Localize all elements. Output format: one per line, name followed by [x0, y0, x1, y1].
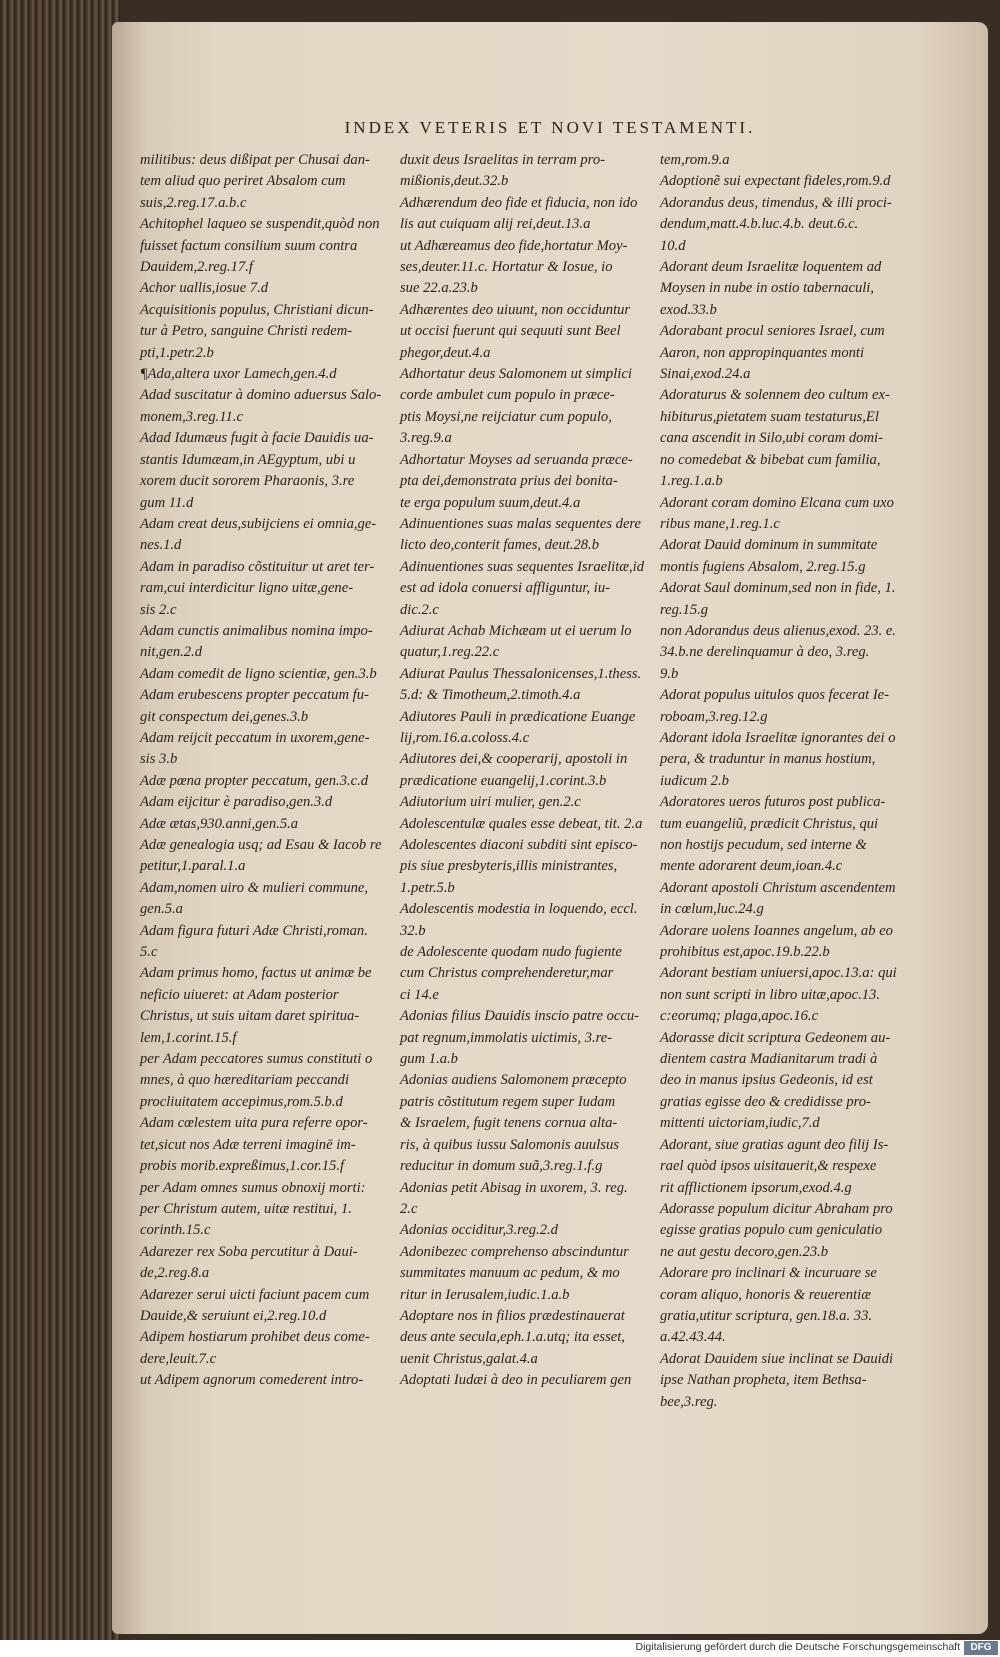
index-line: neficio uiueret: at Adam posterior: [140, 986, 339, 1003]
index-line: non hostijs pecudum, sed interne &: [660, 837, 867, 853]
index-line: gum 1.a.b: [400, 1051, 458, 1068]
index-line: Adæ pœna propter peccatum, gen.3.c.d: [140, 772, 369, 789]
index-line: c:eorumq; plaga,apoc.16.c: [660, 1008, 819, 1025]
index-line: pta dei,demonstrata prius dei bonita-: [400, 473, 618, 490]
footer-bar: [0, 1640, 1000, 1657]
index-line: militibus: deus dißipat per Chusai dan-: [140, 152, 370, 168]
index-line: phegor,deut.4.a: [400, 344, 491, 361]
index-column-1: [140, 150, 395, 1392]
index-line: Adonias petit Abisag in uxorem, 3. reg.: [400, 1179, 628, 1196]
index-line: Adam cœlestem uita pura referre opor-: [140, 1115, 368, 1132]
index-line: & Israelem, fugit tenens cornua alta-: [400, 1115, 618, 1132]
index-line: est ad idola conuersi affliguntur, iu-: [400, 580, 610, 597]
index-line: Aaron, non appropinquantes monti: [660, 344, 865, 361]
index-line: Adhærendum deo fide et fiducia, non ido: [400, 194, 638, 211]
index-line: patris cõstitutum regem super Iudam: [400, 1093, 616, 1110]
index-line: Adorant bestiam uniuersi,apoc.13.a: qui: [660, 965, 897, 982]
index-line: tet,sicut nos Adæ terreni imaginē im-: [140, 1136, 356, 1153]
index-line: Adam creat deus,subijciens ei omnia,ge-: [140, 515, 377, 532]
index-line: exod.33.b: [660, 301, 717, 318]
index-line: 32.b: [400, 922, 426, 939]
index-column-2: [400, 150, 650, 1392]
index-line: ne aut gestu decoro,gen.23.b: [660, 1243, 829, 1260]
index-line: sis 2.c: [140, 601, 177, 618]
index-line: mnes, à quo hæreditariam peccandi: [140, 1072, 350, 1089]
index-line: Adam primus homo, factus ut animæ be: [140, 965, 372, 982]
index-line: Achitophel laqueo se suspendit,quòd non: [140, 216, 380, 233]
index-line: Adolescentes diaconi subditi sint episco-: [400, 837, 638, 853]
index-line: Adorant idola Israelitæ ignorantes dei o: [660, 729, 896, 746]
index-line: sue 22.a.23.b: [400, 280, 478, 297]
index-line: cana ascendit in Silo,ubi coram domi-: [660, 430, 883, 447]
index-line: procliuitatem accepimus,rom.5.b.d: [140, 1093, 343, 1110]
index-line: dere,leuit.7.c: [140, 1350, 217, 1367]
index-line: Adorabant procul seniores Israel, cum: [660, 323, 885, 340]
index-line: Adarezer serui uicti faciunt pacem cum: [140, 1286, 370, 1303]
index-line: dendum,matt.4.b.luc.4.b. deut.6.c.: [660, 216, 859, 233]
footer-credit: Digitalisierung gefördert durch die Deutsche Forschungsgemeinschaft: [635, 1641, 960, 1653]
index-line: Adoptati Iudæi à deo in peculiarem gen: [400, 1372, 632, 1389]
index-line: in cœlum,luc.24.g: [660, 901, 764, 918]
index-line: nes.1.d: [140, 537, 182, 554]
index-line: Acquisitionis populus, Christiani dicun-: [140, 301, 374, 318]
index-line: tur à Petro, sanguine Christi redem-: [140, 323, 353, 340]
index-line: pti,1.petr.2.b: [140, 344, 214, 361]
index-line: ris, à quibus iussu Salomonis auulsus: [400, 1136, 619, 1153]
index-line: cum Christus comprehenderetur,mar: [400, 965, 614, 982]
index-line: ram,cui interdicitur ligno uitæ,gene-: [140, 580, 354, 597]
index-line: Adorat populus uitulos quos fecerat Ie-: [660, 687, 890, 704]
index-line: suis,2.reg.17.a.b.c: [140, 194, 247, 211]
index-line: Adolescentis modestia in loquendo, eccl.: [400, 901, 638, 918]
index-line: Adoratores ueros futuros post publica-: [660, 794, 886, 811]
index-line: mißionis,deut.32.b: [400, 173, 509, 190]
index-line: deus ante secula,eph.1.a.utq; ita esset,: [400, 1329, 625, 1346]
index-line: Adhortatur deus Salomonem ut simplici: [400, 366, 632, 383]
index-line: Adæ ætas,930.anni,gen.5.a: [140, 815, 299, 832]
index-line: corde ambulet cum populo in præce-: [400, 387, 615, 404]
index-line: uenit Christus,galat.4.a: [400, 1350, 538, 1367]
index-line: Adorat Dauidem siue inclinat se Dauidi: [660, 1350, 894, 1367]
index-line: Adonias filius Dauidis inscio patre occu-: [400, 1008, 640, 1025]
index-line: Adipem hostiarum prohibet deus come-: [140, 1329, 370, 1346]
index-line: Adolescentulæ quales esse debeat, tit. 2.a: [400, 815, 643, 832]
index-line: Adam comedit de ligno scientiæ, gen.3.b: [140, 665, 377, 682]
index-line: Adorat Dauid dominum in summitate: [660, 537, 878, 554]
index-line: Adonibezec comprehenso abscinduntur: [400, 1243, 629, 1260]
index-line: Adæ genealogia usq; ad Esau & Iacob re: [140, 837, 382, 853]
index-line: pis siue presbyteris,illis ministrantes,: [400, 858, 618, 875]
index-line: stantis Idumæam,in AEgyptum, ubi u: [140, 451, 356, 468]
index-line: Adorant deum Israelitæ loquentem ad: [660, 259, 882, 276]
index-line: Adonias occiditur,3.reg.2.d: [400, 1222, 558, 1239]
index-line: corinth.15.c: [140, 1222, 211, 1239]
index-line: Adorat Saul dominum,sed non in fide, 1.: [660, 580, 896, 597]
index-line: probis morib.expreßimus,1.cor.15.f: [140, 1158, 345, 1175]
index-line: Adiutores dei,& cooperarij, apostoli in: [400, 751, 628, 768]
index-line: tem,rom.9.a: [660, 152, 730, 168]
index-line: Adad suscitatur à domino aduersus Salo-: [140, 387, 382, 404]
index-line: ses,deuter.11.c. Hortatur & Iosue, io: [400, 259, 613, 276]
index-line: 34.b.ne derelinquamur à deo, 3.reg.: [660, 644, 870, 661]
index-line: rit afflictionem ipsorum,exod.4.g: [660, 1179, 852, 1196]
index-line: Adam reijcit peccatum in uxorem,gene-: [140, 729, 370, 746]
index-line: monem,3.reg.11.c: [140, 408, 243, 425]
index-line: gum 11.d: [140, 494, 194, 511]
index-line: 2.c: [400, 1200, 418, 1217]
index-line: summitates manuum ac pedum, & mo: [400, 1265, 620, 1282]
index-line: mittenti uictoriam,iudic,7.d: [660, 1115, 820, 1132]
index-line: egisse gratias populo cum geniculatio: [660, 1222, 883, 1239]
index-line: dic.2.c: [400, 601, 439, 618]
index-column-3: [660, 150, 910, 1413]
index-line: gratia,utitur scriptura, gen.18.a. 33.: [660, 1307, 873, 1324]
index-line: rael quòd ipsos uisitauerit,& respexe: [660, 1158, 877, 1175]
index-line: Adorasse dicit scriptura Gedeonem au-: [660, 1029, 891, 1046]
index-line: nit,gen.2.d: [140, 644, 203, 661]
index-line: licto deo,conterit fames, deut.28.b: [400, 537, 600, 554]
index-line: ¶Ada,altera uxor Lamech,gen.4.d: [140, 366, 337, 383]
index-line: Adonias audiens Salomonem præcepto: [400, 1072, 627, 1089]
book-edge: [0, 0, 120, 1640]
index-line: Adam figura futuri Adæ Christi,roman.: [140, 922, 368, 939]
index-line: Adarezer rex Soba percutitur à Daui-: [140, 1243, 358, 1260]
index-line: Adam cunctis animalibus nomina impo-: [140, 622, 373, 639]
dfg-logo-icon: DFG: [964, 1641, 998, 1655]
index-line: Adoptare nos in filios prædestinauerat: [400, 1307, 625, 1324]
index-line: lij,rom.16.a.coloss.4.c: [400, 729, 530, 746]
index-line: per Adam peccatores sumus constituti o: [140, 1051, 373, 1068]
index-line: te erga populum suum,deut.4.a: [400, 494, 581, 511]
index-line: non Adorandus deus alienus,exod. 23. e.: [660, 622, 897, 639]
index-line: no comedebat & bibebat cum familia,: [660, 451, 881, 468]
page-header: INDEX VETERIS ET NOVI TESTAMENTI.: [344, 118, 756, 137]
index-line: quatur,1.reg.22.c: [400, 644, 500, 661]
index-line: fuisset factum consilium suum contra: [140, 237, 358, 254]
index-line: per Adam omnes sumus obnoxij morti:: [140, 1179, 366, 1196]
index-line: Adad Idumæus fugit à facie Dauidis ua-: [140, 430, 374, 447]
index-line: hibiturus,pietatem suam testaturus,El: [660, 408, 879, 425]
index-line: Adorant coram domino Elcana cum uxo: [660, 494, 894, 511]
index-line: Adorare pro inclinari & incuruare se: [660, 1265, 877, 1282]
index-line: Adam erubescens propter peccatum fu-: [140, 687, 369, 704]
index-line: 1.reg.1.a.b: [660, 473, 723, 490]
index-line: non sunt scripti in libro uitæ,apoc.13.: [660, 986, 880, 1003]
index-line: Sinai,exod.24.a: [660, 366, 751, 383]
index-line: Moysen in nube in ostio tabernaculi,: [660, 280, 875, 297]
index-line: ptis Moysi,ne reijciatur cum populo,: [400, 408, 612, 425]
index-line: Dauide,& seruiunt ei,2.reg.10.d: [140, 1307, 327, 1324]
index-line: ci 14.e: [400, 986, 439, 1003]
index-line: Adinuentiones suas sequentes Israelitæ,id: [400, 558, 645, 575]
index-line: de Adolescente quodam nudo fugiente: [400, 944, 622, 961]
index-line: Adam,nomen uiro & mulieri commune,: [140, 879, 369, 896]
index-line: coram aliquo, honoris & reuerentiæ: [660, 1286, 871, 1303]
index-line: Adorandus deus, timendus, & illi proci-: [660, 194, 892, 211]
index-line: Achor uallis,iosue 7.d: [140, 280, 269, 297]
index-line: Adiurat Achab Michæam ut ei uerum lo: [400, 622, 632, 639]
index-line: ut occisi fuerunt qui sequuti sunt Beel: [400, 323, 621, 340]
index-line: pera, & traduntur in manus hostium,: [660, 751, 876, 768]
index-line: Dauidem,2.reg.17.f: [140, 259, 253, 276]
index-line: 5.d: & Timotheum,2.timoth.4.a: [400, 687, 581, 704]
index-line: petitur,1.paral.1.a: [140, 858, 246, 875]
index-line: xorem ducit sororem Pharaonis, 3.re: [140, 473, 355, 490]
index-line: Adiutorium uiri mulier, gen.2.c: [400, 794, 581, 811]
index-line: ut Adipem agnorum comederent intro-: [140, 1372, 364, 1389]
index-line: Adhortatur Moyses ad seruanda præce-: [400, 451, 633, 468]
index-line: bee,3.reg.: [660, 1393, 718, 1410]
index-line: Adoptionẽ sui expectant fideles,rom.9.d: [660, 173, 891, 190]
index-line: ipse Nathan propheta, item Bethsa-: [660, 1372, 867, 1389]
index-line: 10.d: [660, 237, 686, 254]
index-line: reducitur in domum suã,3.reg.1.f.g: [400, 1158, 603, 1175]
index-line: roboam,3.reg.12.g: [660, 708, 768, 725]
index-line: ritur in Ierusalem,iudic.1.a.b: [400, 1286, 570, 1303]
index-line: 1.petr.5.b: [400, 879, 455, 896]
index-line: duxit deus Israelitas in terram pro-: [400, 152, 605, 168]
index-line: Adorant apostoli Christum ascendentem: [660, 879, 896, 896]
index-line: Adorant, siue gratias agunt deo filij Is-: [660, 1136, 889, 1153]
index-line: Christus, ut suis uitam daret spiritua-: [140, 1008, 360, 1025]
index-line: tem aliud quo periret Absalom cum: [140, 173, 346, 190]
index-line: ribus mane,1.reg.1.c: [660, 515, 780, 532]
index-line: Adoraturus & solennem deo cultum ex-: [660, 387, 890, 404]
index-line: deo in manus ipsius Gedeonis, id est: [660, 1072, 873, 1089]
index-line: de,2.reg.8.a: [140, 1265, 210, 1282]
index-line: Adam in paradiso cõstituitur ut aret ter-: [140, 558, 375, 575]
index-line: ut Adhæreamus deo fide,hortatur Moy-: [400, 237, 628, 254]
index-line: per Christum autem, uitæ restitui, 1.: [140, 1200, 352, 1217]
index-line: Adorare uolens Ioannes angelum, ab eo: [660, 922, 893, 939]
index-line: pat regnum,immolatis uictimis, 3.re-: [400, 1029, 613, 1046]
index-line: prædicatione euangelij,1.corint.3.b: [400, 772, 607, 789]
index-line: tum euangeliũ, prædicit Christus, qui: [660, 815, 879, 832]
index-line: sis 3.b: [140, 751, 178, 768]
index-line: Adorasse populum dicitur Abraham pro: [660, 1200, 893, 1217]
index-line: mente adorarent deum,ioan.4.c: [660, 858, 843, 875]
index-line: lem,1.corint.15.f: [140, 1029, 237, 1046]
index-line: gratias egisse deo & credidisse pro-: [660, 1093, 871, 1110]
index-line: gen.5.a: [140, 901, 183, 918]
index-line: dientem castra Madianitarum tradi à: [660, 1051, 878, 1068]
index-line: Adiurat Paulus Thessalonicenses,1.thess.: [400, 665, 642, 682]
index-line: git conspectum dei,genes.3.b: [140, 708, 309, 725]
index-line: prohibitus est,apoc.19.b.22.b: [660, 944, 830, 961]
index-line: 3.reg.9.a: [400, 430, 452, 447]
index-line: Adiutores Pauli in prædicatione Euange: [400, 708, 636, 725]
index-line: Adinuentiones suas malas sequentes dere: [400, 515, 642, 532]
index-line: 9.b: [660, 665, 679, 682]
index-line: lis aut cuiquam alij rei,deut.13.a: [400, 216, 591, 233]
index-line: reg.15.g: [660, 601, 709, 618]
index-line: iudicum 2.b: [660, 772, 729, 789]
index-line: Adam eijcitur è paradiso,gen.3.d: [140, 794, 333, 811]
index-line: 5.c: [140, 944, 158, 961]
index-line: a.42.43.44.: [660, 1329, 726, 1346]
index-line: montis fugiens Absalom, 2.reg.15.g: [660, 558, 866, 575]
index-line: Adhærentes deo uiuunt, non occiduntur: [400, 301, 631, 318]
